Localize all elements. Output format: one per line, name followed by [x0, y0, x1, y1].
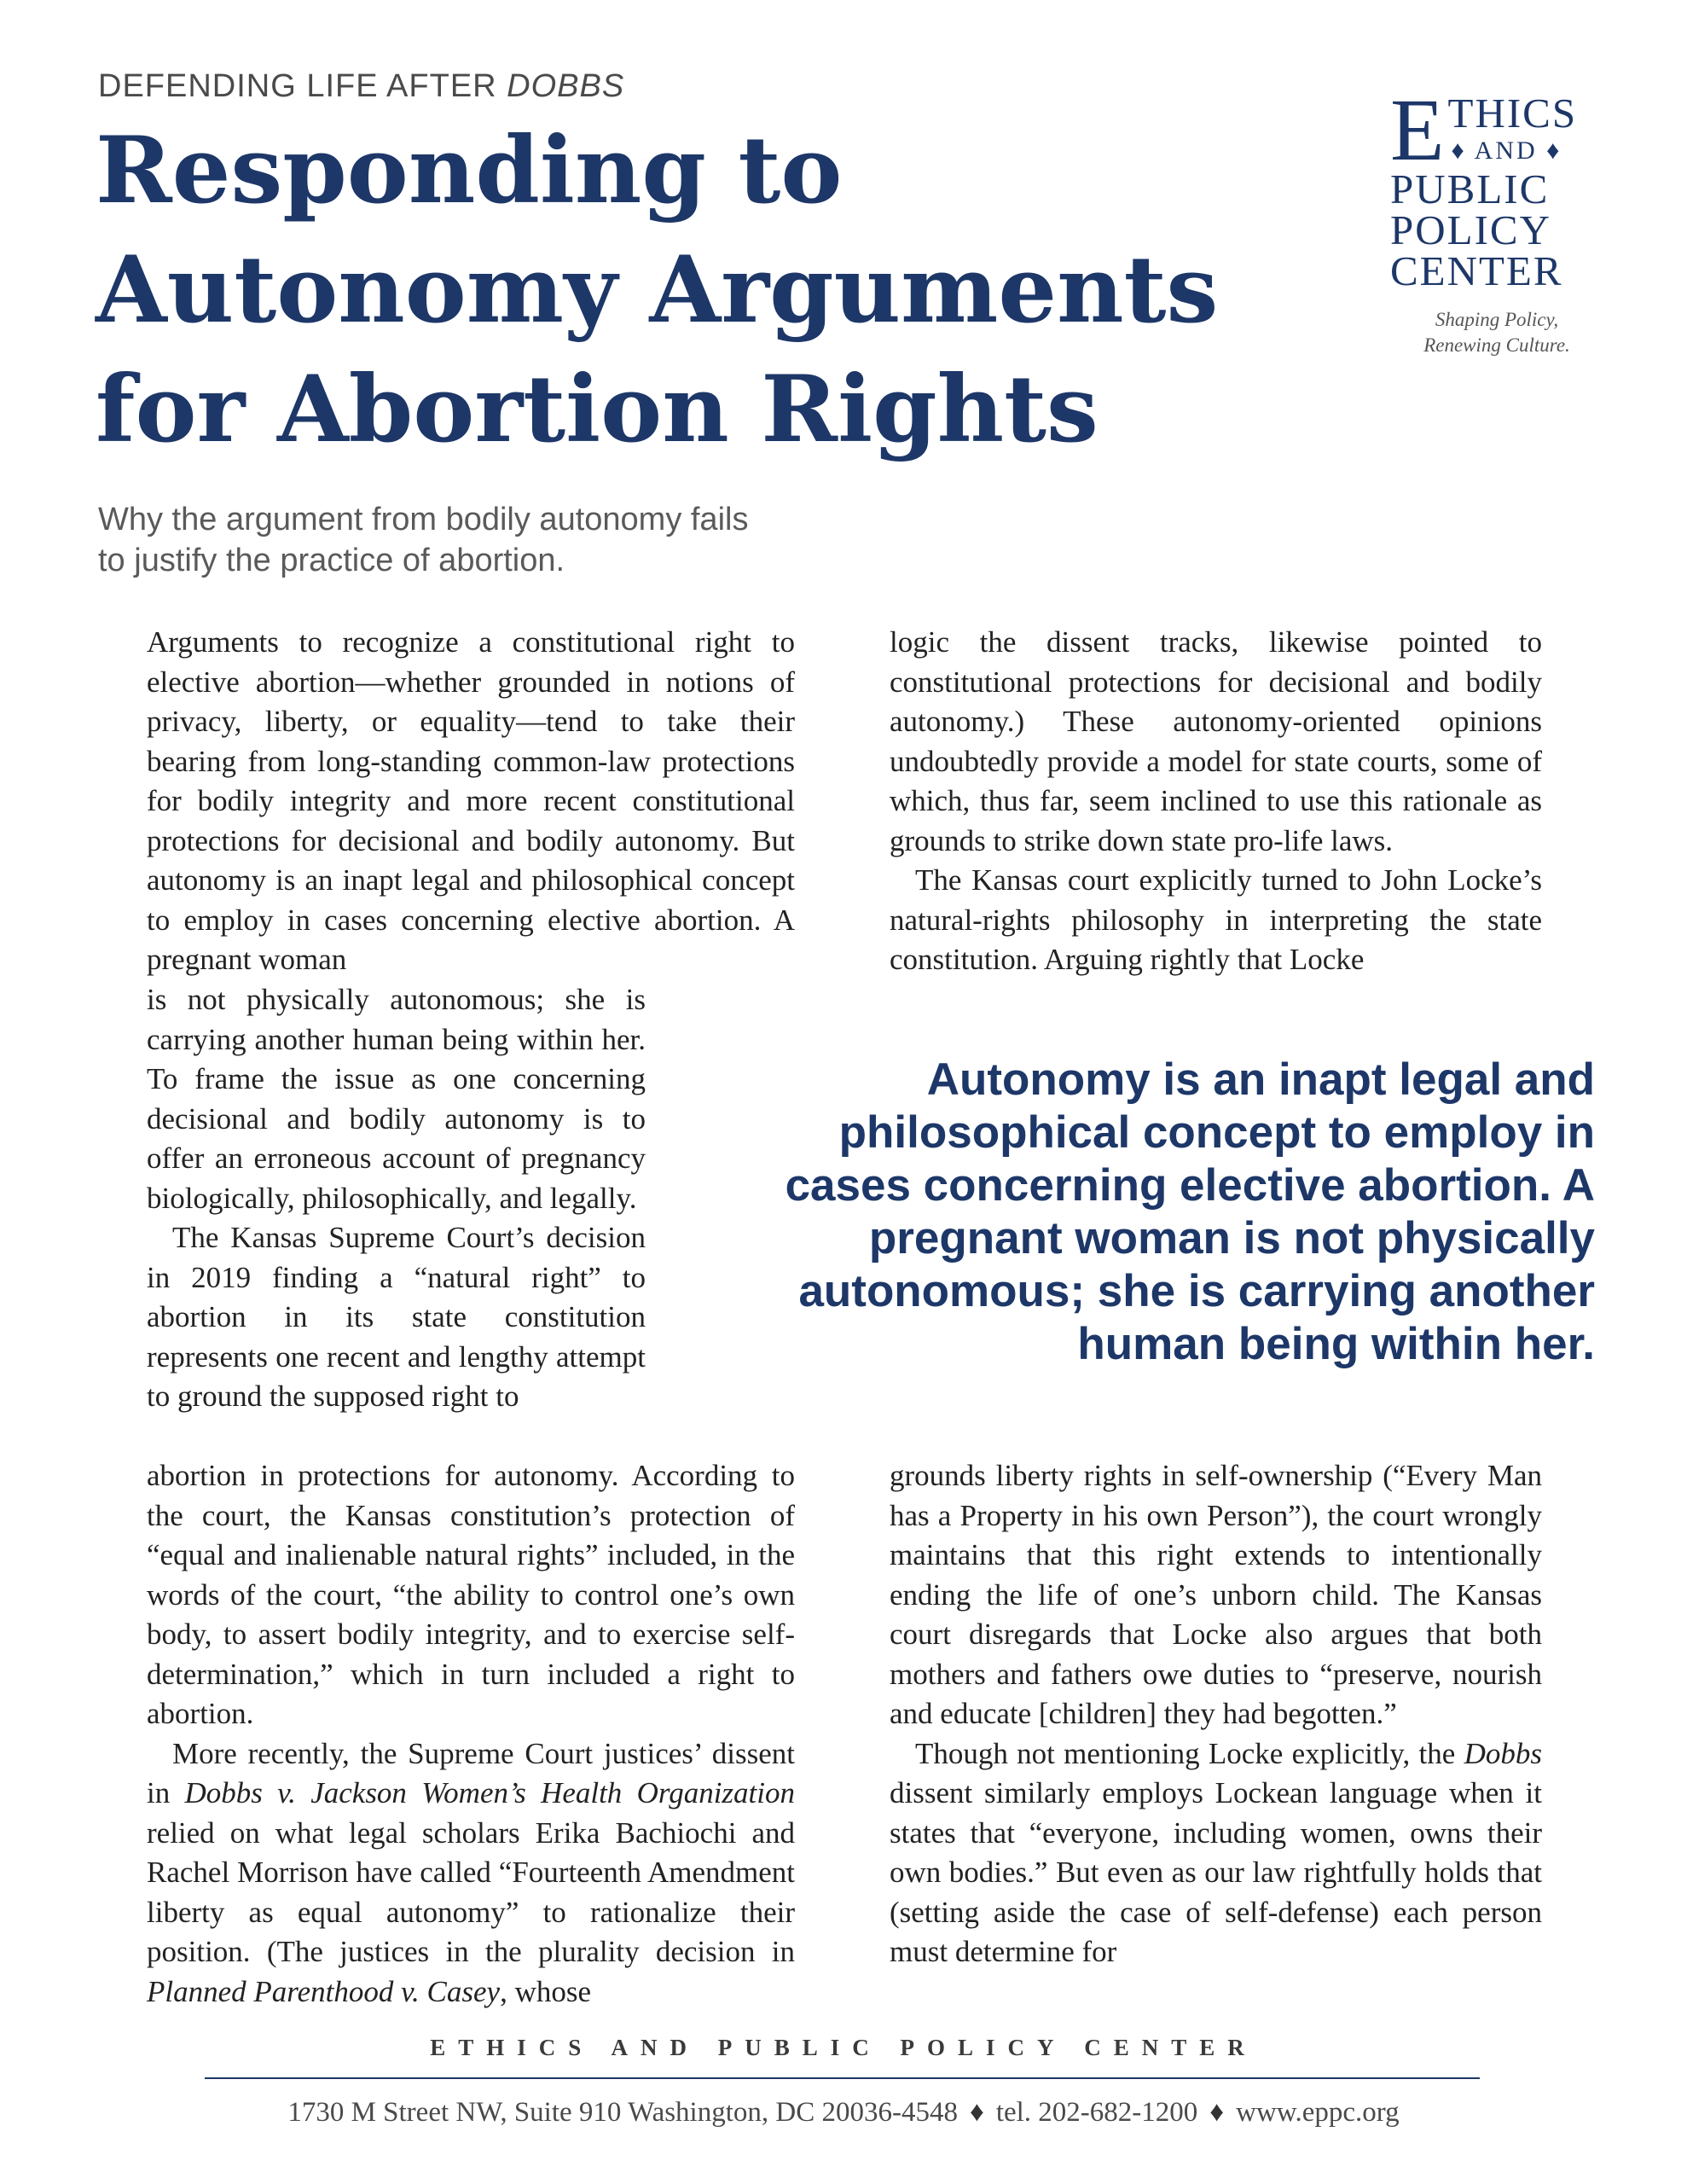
paragraph: logic the dissent tracks, likewise pointed to constitutional protections for decisional and bodily autonomy.) These autonomy-oriented opinions undoubtedly provide a model for state courts, some of which, thus far, seem inclined to use this rationale as grounds to strike down state pro-life laws. — [890, 625, 1542, 857]
case-name: Planned Parenthood v. Casey — [147, 1974, 501, 2008]
body-left-top — [147, 623, 795, 980]
footer-contact — [0, 2097, 1687, 2129]
title-line-1: Responding to — [96, 117, 843, 224]
logo-line-policy: POLICY — [1390, 206, 1551, 253]
text-run: Though not mentioning Locke explicitly, the — [915, 1736, 1464, 1770]
case-name: Dobbs v. Jackson Women’s Health Organization — [184, 1776, 795, 1809]
footer-address: 1730 M Street NW, Suite 910 Washington, DC 20036-4548 — [287, 2097, 958, 2128]
pull-quote: Autonomy is an inapt legal and philosophical concept to employ in cases concerning elective abortion. A pregnant woman is not physically autonomous; she is carrying another human being within her. — [785, 1054, 1595, 1369]
footer-org-name: ETHICS AND PUBLIC POLICY CENTER — [430, 2035, 1257, 2060]
paragraph: The Kansas court explicitly turned to John Locke’s natural-rights philosophy in interpreting the state constitution. Arguing rightly that Locke — [890, 863, 1542, 976]
logo-line-ethics: THICS — [1447, 90, 1578, 136]
diamond-icon: ♦ — [1209, 2097, 1225, 2128]
logo-big-letter: E — [1390, 81, 1445, 179]
body-right-bottom — [890, 1456, 1542, 1972]
kicker-prefix: DEFENDING LIFE AFTER — [98, 68, 507, 104]
logo-tagline-1: Shaping Policy, — [1435, 309, 1559, 330]
footer-website[interactable]: www.eppc.org — [1236, 2097, 1400, 2128]
body-right-top — [890, 623, 1542, 980]
paragraph — [147, 1734, 795, 2013]
text-run: relied on what legal scholars Erika Bachiochi and Rachel Morrison have called “Fourteenth Amendment liberty as equal autonomy” to rationalize their position. (The justices in the plurality decision in — [147, 1815, 795, 1968]
logo-and: ♦ AND ♦ — [1451, 136, 1562, 165]
logo-top-row — [1390, 81, 1603, 179]
text-run: , whose — [500, 1974, 592, 2008]
logo-stack — [1447, 90, 1578, 169]
diamond-icon: ♦ — [969, 2097, 984, 2128]
text-run: More recently, the Supreme Court justices’ dissent in — [147, 1736, 795, 1809]
paragraph — [890, 1734, 1542, 1972]
kicker — [98, 68, 624, 105]
page-title — [96, 111, 1230, 469]
body-left-bottom — [147, 1456, 795, 2012]
logo-line-public: PUBLIC — [1390, 166, 1550, 212]
logo-line-center: CENTER — [1390, 247, 1563, 294]
eppc-logo — [1390, 81, 1603, 358]
paragraph: Arguments to recognize a constitutional right to elective abortion—whether grounded in notions of privacy, liberty, or equality—tend to take their bearing from long-standing common-law protections for bodily integrity and more recent constitutional protections for decisional and bodily autonomy. But autonomy is an inapt legal and philosophical concept to employ in cases concerning elective abortion. A pregnant woman — [147, 625, 795, 976]
paragraph: is not physically autonomous; she is carrying another human being within her. To frame the issue as one concerning decisional and bodily autonomy is to offer an erroneous account of pregnancy biologically, philosophically, and legally. — [147, 983, 646, 1215]
logo-tagline — [1390, 307, 1603, 358]
footer-phone: tel. 202-682-1200 — [995, 2097, 1198, 2128]
subtitle-line-1: Why the argument from bodily autonomy fails — [98, 502, 749, 537]
title-line-2: Autonomy Arguments — [96, 236, 1219, 344]
kicker-italic: DOBBS — [507, 68, 625, 104]
body-left-narrow — [147, 980, 646, 1417]
text-run: dissent similarly employs Lockean language when it states that “everyone, including women, owns their own bodies.” But even as our law rightfully holds that (setting aside the case of self-defense) each person must determine for — [890, 1776, 1542, 1968]
paragraph: grounds liberty rights in self-ownership (“Every Man has a Property in his own Person”), the court wrongly maintains that this right extends to intentionally ending the life of one’s unborn child. The Kansas court disregards that Locke also argues that both mothers and fathers owe duties to “preserve, nourish and educate [children] they had begotten.” — [890, 1459, 1542, 1730]
footer-divider — [205, 2077, 1480, 2079]
title-line-3: for Abortion Rights — [96, 356, 1099, 463]
case-name: Dobbs — [1464, 1736, 1542, 1770]
paragraph: The Kansas Supreme Court’s decision in 2019 finding a “natural right” to abortion in its state constitution represents one recent and lengthy attempt to ground the supposed right to — [147, 1221, 646, 1413]
subtitle — [98, 499, 951, 581]
paragraph: abortion in protections for autonomy. According to the court, the Kansas constitution’s protection of “equal and inalienable natural rights” included, in the words of the court, “the ability to control one’s own body, to assert bodily integrity, and to exercise self-determination,” which in turn included a right to abortion. — [147, 1459, 795, 1730]
logo-tagline-2: Renewing Culture. — [1423, 334, 1570, 356]
subtitle-line-2: to justify the practice of abortion. — [98, 543, 565, 578]
